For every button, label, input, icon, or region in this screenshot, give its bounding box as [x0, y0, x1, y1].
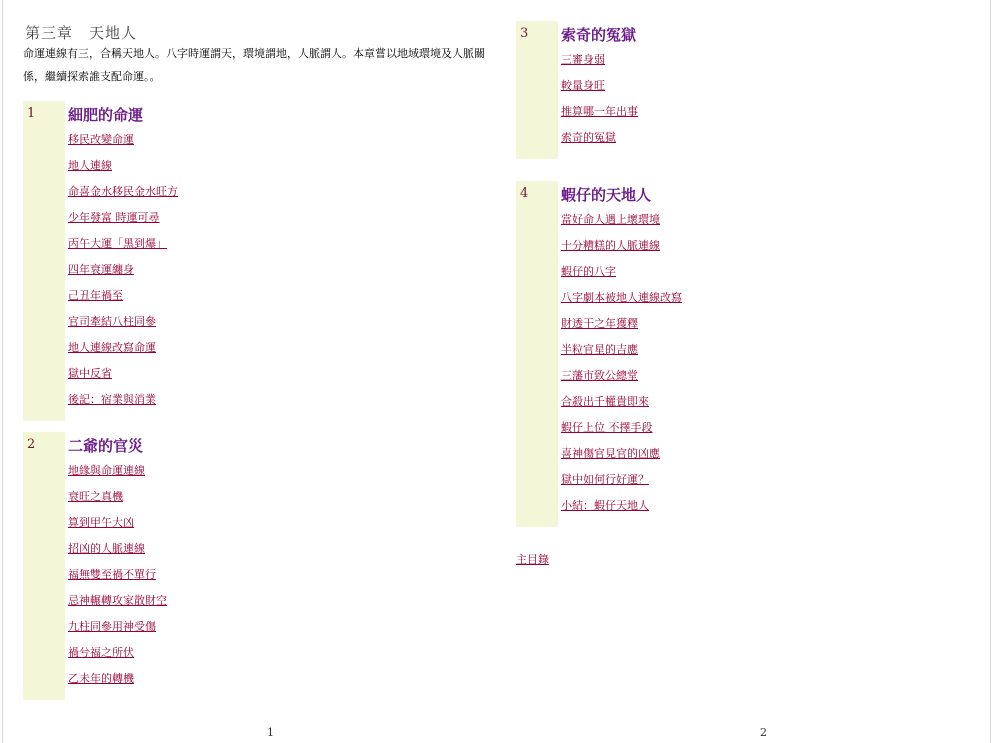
list-item — [68, 364, 178, 390]
list-item — [561, 102, 638, 128]
section-link-list — [68, 130, 178, 416]
toc-link[interactable]: 地人連線 — [68, 159, 112, 172]
list-item — [561, 314, 682, 340]
list-item — [561, 340, 682, 366]
list-item — [561, 418, 682, 444]
list-item — [561, 470, 682, 496]
page-number: 2 — [760, 726, 767, 739]
toc-link[interactable]: 當好命人遇上壞環境 — [561, 213, 660, 226]
toc-link[interactable]: 丙午大運「黑到爆」 — [68, 237, 167, 250]
list-item — [68, 513, 167, 539]
list-item — [561, 496, 682, 522]
section-number-column — [516, 21, 558, 159]
section-number: 4 — [520, 186, 529, 201]
page-number: 1 — [267, 726, 274, 739]
toc-link[interactable]: 較量身旺 — [561, 79, 605, 92]
list-item — [68, 208, 178, 234]
chapter-title: 第三章 天地人 — [25, 24, 138, 42]
toc-link[interactable]: 半粒官星的吉應 — [561, 343, 638, 356]
section-number: 2 — [27, 437, 36, 452]
list-item — [561, 444, 682, 470]
toc-link[interactable]: 獄中反省 — [68, 367, 112, 380]
toc-link[interactable]: 財透干之年獲釋 — [561, 317, 638, 330]
section-link-list — [561, 50, 638, 154]
toc-link[interactable]: 己丑年禍至 — [68, 289, 123, 302]
toc-link[interactable]: 招凶的人脈連線 — [68, 542, 145, 555]
toc-link[interactable]: 官司牽結八柱同參 — [68, 315, 156, 328]
toc-link[interactable]: 九柱同參用神受傷 — [68, 620, 156, 633]
list-item — [561, 128, 638, 154]
list-item — [68, 591, 167, 617]
toc-link[interactable]: 移民改變命運 — [68, 133, 134, 146]
page-1 — [2, 0, 497, 743]
list-item — [68, 565, 167, 591]
list-item — [561, 288, 682, 314]
toc-link[interactable]: 乙未年的轉機 — [68, 672, 134, 685]
section-link-list — [561, 210, 682, 522]
list-item — [68, 286, 178, 312]
list-item — [561, 392, 682, 418]
toc-link[interactable]: 地緣與命運連線 — [68, 464, 145, 477]
section-number: 1 — [27, 106, 36, 121]
list-item — [561, 210, 682, 236]
toc-link[interactable]: 八字劇本被地人連線改寫 — [561, 291, 682, 304]
list-item — [68, 130, 178, 156]
toc-link[interactable]: 小結：蝦仔天地人 — [561, 499, 649, 512]
list-item — [68, 461, 167, 487]
toc-link[interactable]: 合殺出千權貴即來 — [561, 395, 649, 408]
section-title: 二爺的官災 — [68, 437, 144, 455]
toc-link[interactable]: 地人連線改寫命運 — [68, 341, 156, 354]
section-link-list — [68, 461, 167, 695]
toc-link[interactable]: 少年發富 時運可尋 — [68, 211, 160, 224]
toc-link[interactable]: 四年衰運纏身 — [68, 263, 134, 276]
toc-link[interactable]: 忌神輾轉攻家散財空 — [68, 594, 167, 607]
list-item — [68, 487, 167, 513]
list-item — [561, 366, 682, 392]
toc-link[interactable]: 獄中如何行好運？ — [561, 473, 649, 486]
toc-link[interactable]: 衰旺之真機 — [68, 490, 123, 503]
toc-link[interactable]: 三藩市致公總堂 — [561, 369, 638, 382]
toc-link[interactable]: 三審身弱 — [561, 53, 605, 66]
toc-link[interactable]: 十分糟糕的人脈連線 — [561, 239, 660, 252]
list-item — [68, 669, 167, 695]
toc-link[interactable]: 後記：宿業與消業 — [68, 393, 156, 406]
toc-link[interactable]: 福無雙至禍不單行 — [68, 568, 156, 581]
toc-link[interactable]: 禍兮福之所伏 — [68, 646, 134, 659]
list-item — [68, 539, 167, 565]
list-item — [68, 617, 167, 643]
toc-link[interactable]: 推算哪一年出事 — [561, 105, 638, 118]
list-item — [68, 643, 167, 669]
chapter-intro: 命運連線有三，合稱天地人。八字時運謂天，環境謂地，人脈謂人。本章嘗以地域環境及人脈關係，繼續探索誰支配命運。。 — [23, 47, 485, 83]
list-item — [68, 260, 178, 286]
section-number-column — [23, 432, 65, 700]
list-item — [561, 50, 638, 76]
section-number-column — [516, 181, 558, 527]
list-item — [68, 338, 178, 364]
list-item — [68, 390, 178, 416]
section-title: 索奇的冤獄 — [561, 26, 637, 44]
toc-link[interactable]: 索奇的冤獄 — [561, 131, 616, 144]
section-number: 3 — [520, 26, 529, 41]
list-item — [561, 236, 682, 262]
toc-link[interactable]: 命喜金水移民金水旺方 — [68, 185, 178, 198]
list-item — [561, 262, 682, 288]
toc-link[interactable]: 蝦仔的八字 — [561, 265, 616, 278]
list-item — [68, 156, 178, 182]
section-number-column — [23, 101, 65, 421]
list-item — [68, 182, 178, 208]
list-item — [68, 234, 178, 260]
section-title: 蝦仔的天地人 — [561, 186, 652, 204]
toc-link[interactable]: 蝦仔上位 不擇手段 — [561, 421, 653, 434]
toc-link[interactable]: 喜神傷官見官的凶應 — [561, 447, 660, 460]
list-item — [68, 312, 178, 338]
section-title: 細肥的命運 — [68, 106, 144, 124]
toc-link[interactable]: 算到甲午大凶 — [68, 516, 134, 529]
main-toc-link[interactable]: 主目錄 — [516, 553, 549, 566]
list-item — [561, 76, 638, 102]
page-2 — [496, 0, 991, 743]
